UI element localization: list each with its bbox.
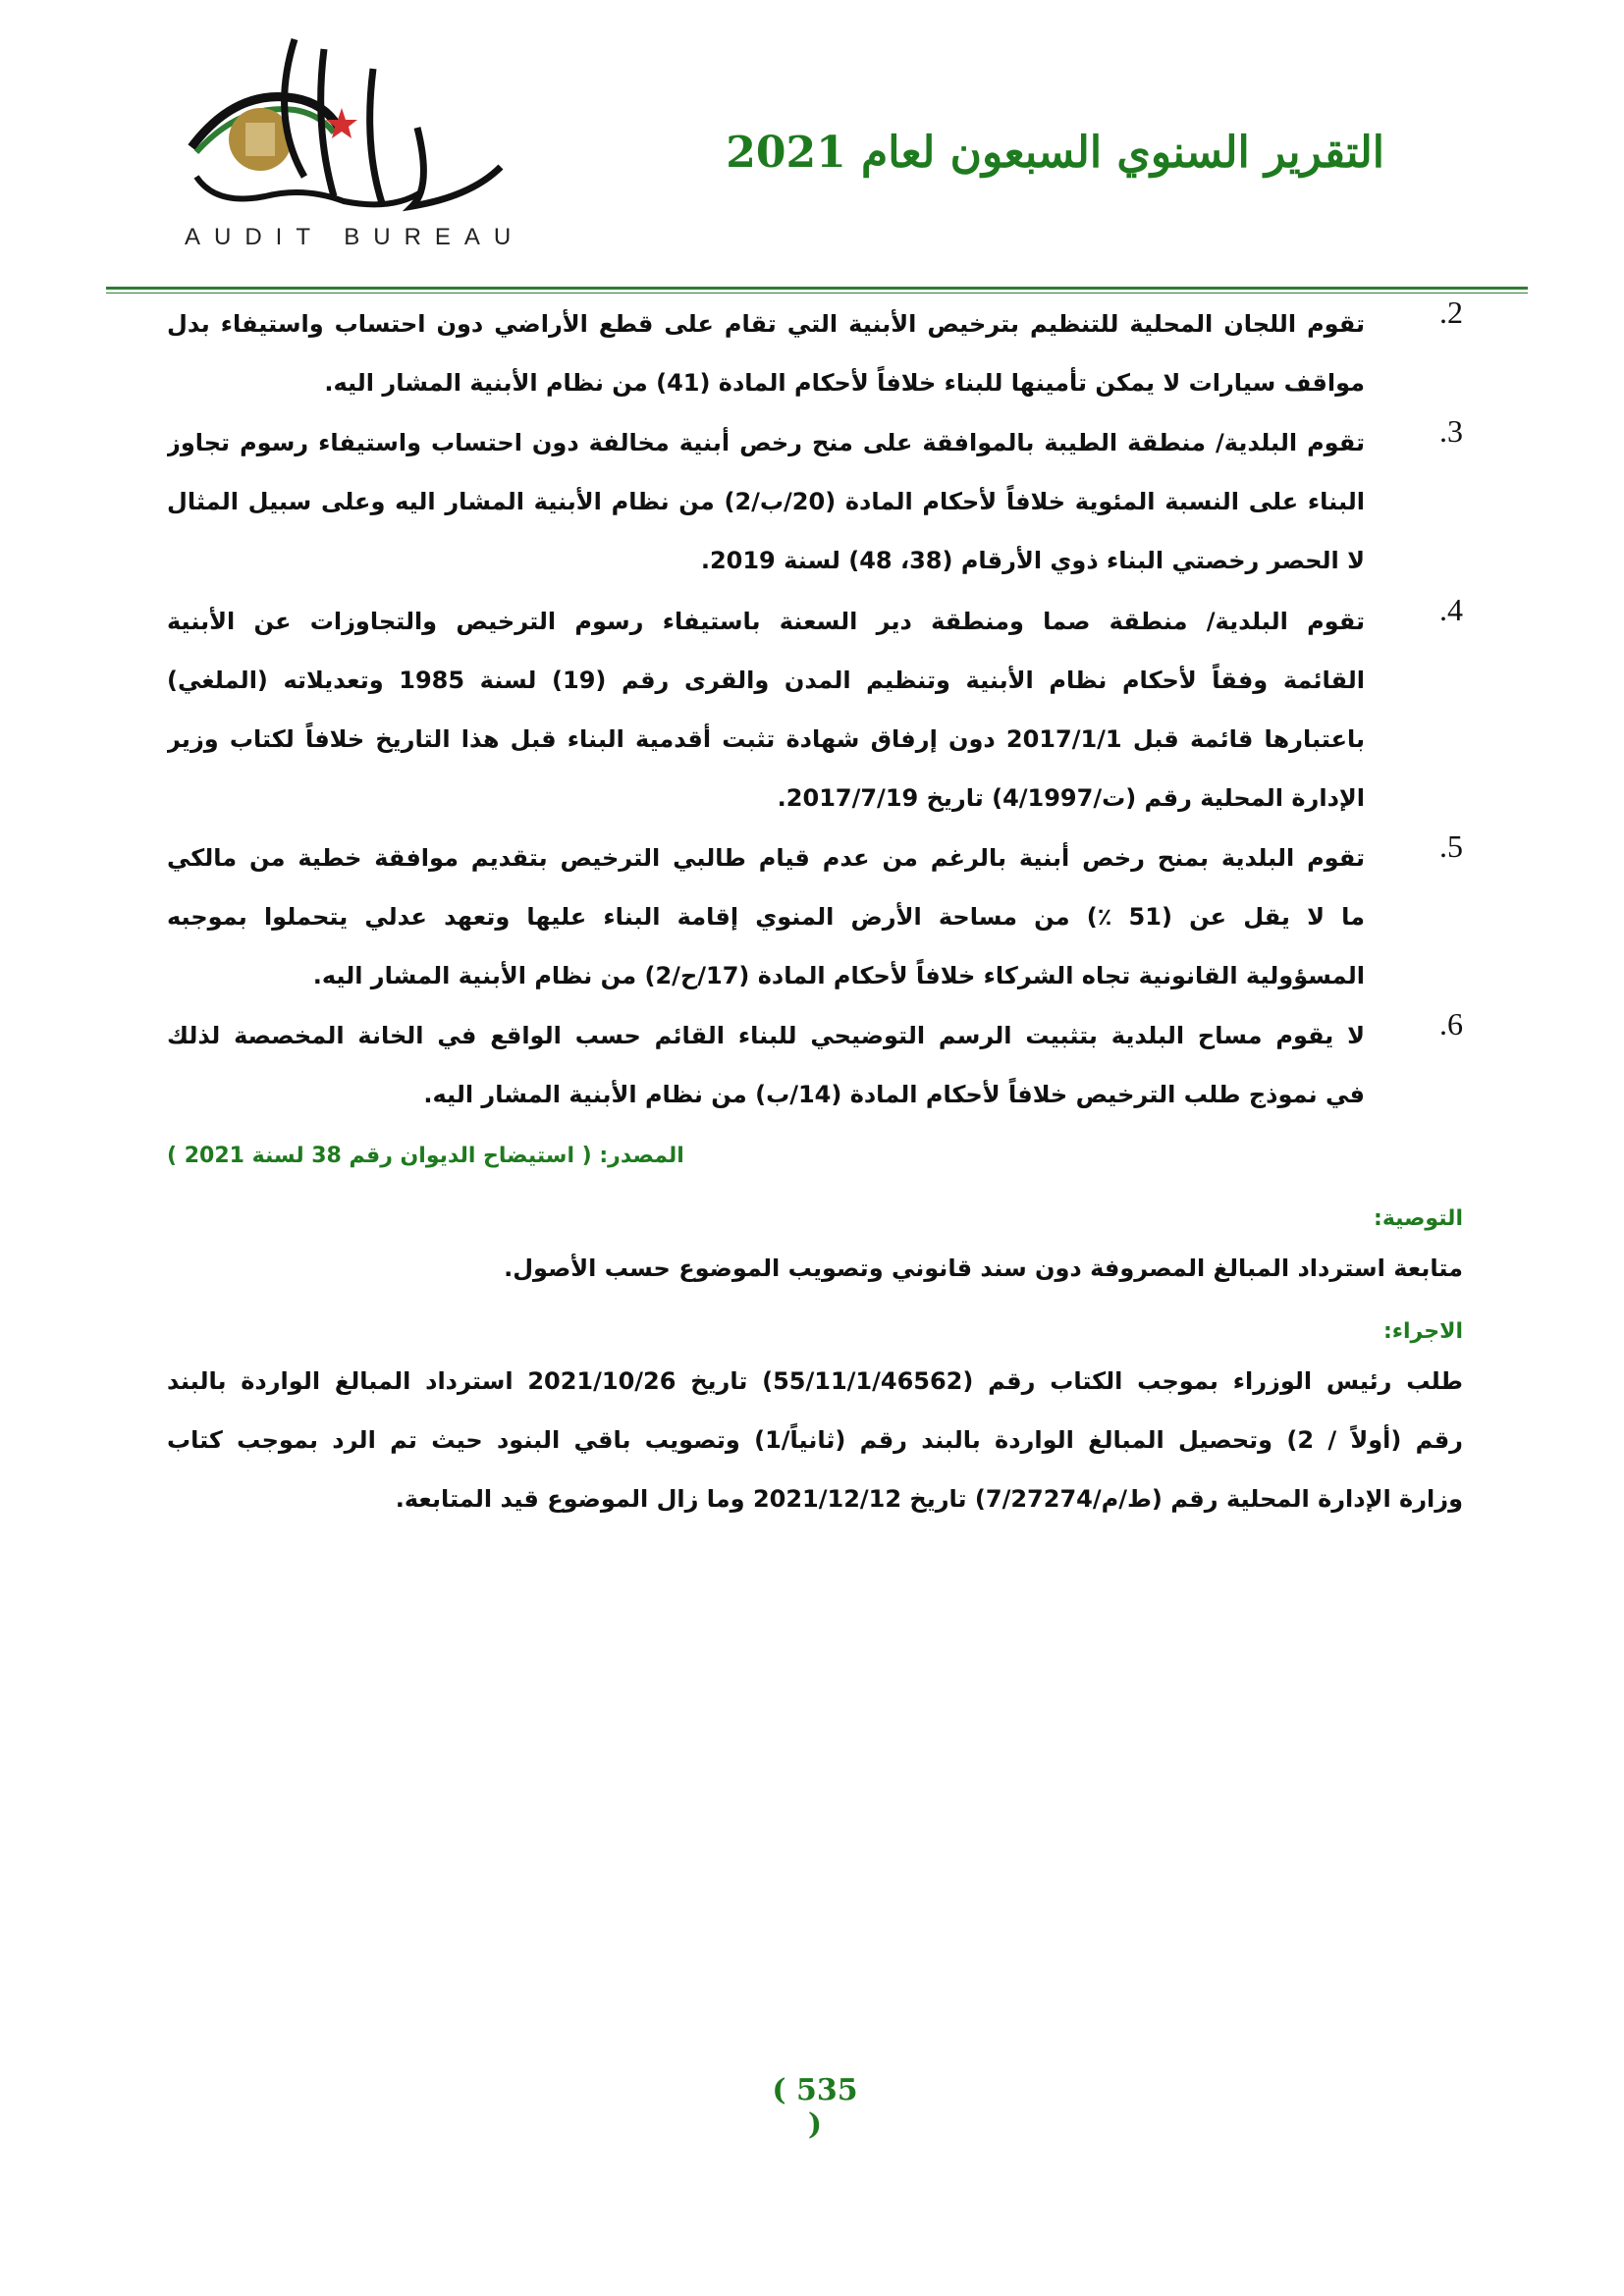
header-divider	[106, 287, 1528, 290]
action-line: رقم (أولاً / 2) وتحصيل المبالغ الواردة بالبند رقم (ثانياً/1) وتصويب باقي البنود حيث تم الرد بموجب كتاب	[167, 1426, 1463, 1454]
recommendation-section	[167, 1200, 1463, 1298]
source-note: المصدر: ( استيضاح الديوان رقم 38 لسنة 2021 )	[167, 1144, 684, 1168]
logo-english-text: AUDIT BUREAU	[185, 224, 525, 250]
item-line: الإدارة المحلية رقم (ت/4/1997) تاريخ 2017/7/19.	[777, 784, 1365, 812]
item-line: في نموذج طلب الترخيص خلافاً لأحكام المادة (14/ب) من نظام الأبنية المشار اليه.	[423, 1081, 1365, 1108]
report-title: التقرير السنوي السبعون لعام 2021	[726, 128, 1384, 178]
item-number: .4	[1439, 592, 1463, 627]
page-number: ( 535 )	[772, 2073, 858, 2142]
action-line: طلب رئيس الوزراء بموجب الكتاب رقم (55/11/1/46562) تاريخ 2021/10/26 استرداد المبالغ الواردة بالبند	[167, 1367, 1463, 1395]
item-line: البناء على النسبة المئوية خلافاً لأحكام المادة (20/ب/2) من نظام الأبنية المشار اليه وعلى سبيل المثال	[167, 488, 1365, 515]
item-line: تقوم البلدية/ منطقة الطيبة بالموافقة على منح رخص أبنية مخالفة دون احتساب واستيفاء رسوم تجاوز	[167, 429, 1365, 456]
item-line: تقوم البلدية بمنح رخص أبنية بالرغم من عدم قيام طالبي الترخيص بتقديم موافقة خطية من مالكي	[167, 844, 1365, 872]
item-line: مواقف سيارات لا يمكن تأمينها للبناء خلافاً لأحكام المادة (41) من نظام الأبنية المشار اليه.	[324, 369, 1365, 397]
item-line: تقوم اللجان المحلية للتنظيم بترخيص الأبنية التي تقام على قطع الأراضي دون احتساب واستيفاء بدل	[167, 310, 1365, 338]
item-line: لا الحصر رخصتي البناء ذوي الأرقام (38، 48) لسنة 2019.	[700, 547, 1365, 574]
item-line: تقوم البلدية/ منطقة صما ومنطقة دير السعنة باستيفاء رسوم الترخيص والتجاوزات عن الأبنية	[167, 608, 1365, 635]
action-section	[167, 1312, 1463, 1528]
audit-bureau-logo	[177, 29, 550, 255]
recommendation-label: التوصية:	[1374, 1206, 1463, 1231]
action-line: وزارة الإدارة المحلية رقم (ط/م/7/27274) تاريخ 2021/12/12 وما زال الموضوع قيد المتابعة.	[395, 1485, 1463, 1513]
action-label: الاجراء:	[1382, 1319, 1463, 1344]
recommendation-text: متابعة استرداد المبالغ المصروفة دون سند قانوني وتصويب الموضوع حسب الأصول.	[504, 1255, 1463, 1282]
item-line: لا يقوم مساح البلدية بتثبيت الرسم التوضيحي للبناء القائم حسب الواقع في الخانة المخصصة لذلك	[167, 1022, 1365, 1049]
item-line: باعتبارها قائمة قبل 2017/1/1 دون إرفاق شهادة تثبت أقدمية البناء قبل هذا التاريخ خلافاً لكتاب وزير	[167, 725, 1365, 753]
item-line: المسؤولية القانونية تجاه الشركاء خلافاً لأحكام المادة (17/ح/2) من نظام الأبنية المشار اليه.	[312, 962, 1365, 989]
item-number: .3	[1439, 413, 1463, 449]
item-line: ما لا يقل عن (51 ٪) من مساحة الأرض المنوي إقامة البناء عليها وتعهد عدلي يتحملوا بموجبه	[167, 903, 1365, 931]
item-number: .5	[1439, 828, 1463, 864]
item-line: القائمة وفقاً لأحكام نظام الأبنية وتنظيم المدن والقرى رقم (19) لسنة 1985 وتعديلاته (الملغي)	[167, 667, 1365, 694]
item-number: .2	[1439, 294, 1463, 330]
header-divider-thin	[106, 293, 1528, 294]
item-number: .6	[1439, 1006, 1463, 1041]
